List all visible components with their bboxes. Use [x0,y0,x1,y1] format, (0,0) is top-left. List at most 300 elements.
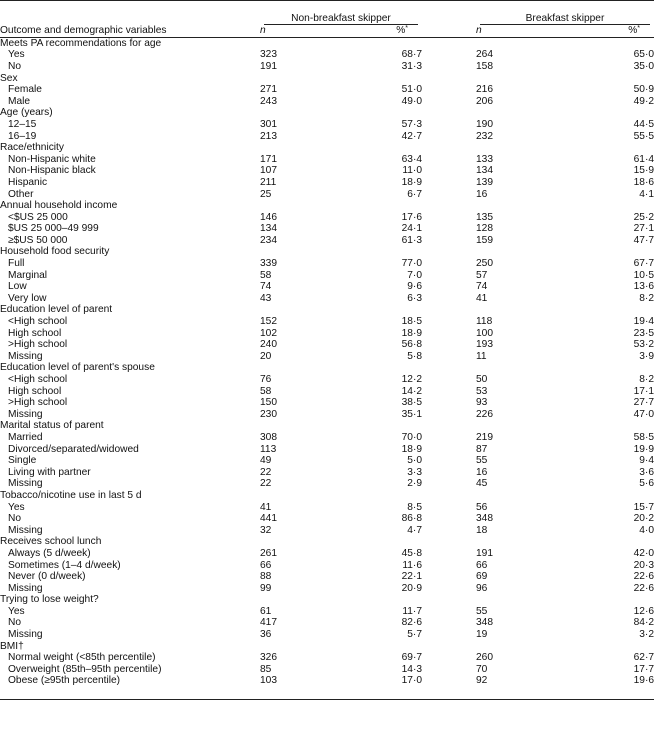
spacer-cell [422,664,476,676]
non-skipper-percent-cell: 18·9 [401,176,422,188]
spacer-cell [422,351,476,363]
skipper-percent-cell: 58·5 [633,431,654,443]
row-label: Missing [8,524,43,536]
skipper-percent-cell: 62·7 [633,652,654,664]
table-row [0,61,654,73]
row-label: Male [8,95,31,107]
section-header-row [0,200,654,212]
section-header-row [0,362,654,374]
non-skipper-percent-cell: 18·9 [401,327,422,339]
row-label: Single [8,455,37,467]
spacer-cell [422,189,476,201]
column-header-n: n [476,25,541,37]
row-label: Missing [8,350,43,362]
spacer-cell [422,293,476,305]
non-skipper-percent-cell: 14·3 [401,663,422,675]
spacer-cell [422,235,476,247]
table-row [0,583,654,595]
skipper-n-cell: 19 [476,629,488,641]
non-skipper-n-cell: 211 [260,176,277,188]
table-row [0,513,654,525]
non-skipper-n-cell: 99 [260,582,272,594]
non-skipper-percent-cell: 2·9 [407,478,422,490]
skipper-percent-cell: 12·6 [633,605,654,617]
row-label: High school [8,327,62,339]
non-skipper-n-cell: 230 [260,408,277,420]
non-skipper-n-cell: 41 [260,501,272,513]
row-label: Full [8,258,25,270]
row-label: <High school [8,374,68,385]
row-label: Non-Hispanic black [8,165,96,177]
row-label: Missing [8,478,43,490]
section-header-row [0,641,654,653]
skipper-percent-cell: 42·0 [633,547,654,559]
non-skipper-n-cell: 107 [260,165,277,177]
skipper-n-cell: 100 [476,327,493,339]
row-label: 12–15 [8,118,37,130]
skipper-n-cell: 264 [476,49,493,61]
non-skipper-percent-cell: 57·3 [401,118,422,130]
non-skipper-n-cell: 301 [260,118,277,130]
spacer-cell [422,49,476,61]
row-label: Sometimes (1–4 d/week) [8,559,121,571]
section-title: Education level of parent's spouse [0,362,155,374]
spacer-cell [422,223,476,235]
row-label: No [8,60,22,72]
non-skipper-percent-cell: 51·0 [401,84,422,96]
skipper-n-cell: 260 [476,652,493,664]
skipper-n-cell: 92 [476,675,488,687]
row-label: Low [8,281,27,293]
non-skipper-n-cell: 61 [260,605,272,617]
section-title: Annual household income [0,200,118,212]
spacer-cell [422,455,476,467]
skipper-n-cell: 56 [476,501,488,513]
skipper-percent-cell: 15·9 [633,165,654,177]
table-row [0,525,654,537]
row-label: No [8,617,22,629]
spacer-cell [422,281,476,293]
table-row [0,374,654,386]
non-skipper-n-cell: 308 [260,431,277,443]
table-row [0,617,654,629]
skipper-n-cell: 193 [476,339,493,351]
table-row [0,223,654,235]
row-label: 16–19 [8,130,37,142]
spacer-cell [422,339,476,351]
non-skipper-n-cell: 323 [260,49,277,61]
section-header-row [0,304,654,316]
skipper-n-cell: 206 [476,95,493,107]
spacer-cell [422,467,476,479]
column-header-percent: %* [320,25,422,37]
non-skipper-n-cell: 88 [260,571,272,583]
section-header-row [0,246,654,258]
table-row [0,629,654,641]
section-header-row [0,420,654,432]
spacer-cell [422,444,476,456]
non-skipper-percent-cell: 7·0 [407,269,422,281]
skipper-n-cell: 74 [476,281,488,293]
non-skipper-n-cell: 171 [260,153,277,165]
table-row [0,606,654,618]
row-label: Overweight (85th–95th percentile) [8,663,162,675]
non-skipper-percent-cell: 12·2 [401,374,422,385]
spacer-cell [422,96,476,108]
skipper-percent-cell: 13·6 [633,281,654,293]
spacer-cell [422,513,476,525]
table-row [0,131,654,143]
non-skipper-n-cell: 32 [260,524,272,536]
skipper-n-cell: 57 [476,269,488,281]
table-row [0,212,654,224]
table-row [0,189,654,201]
group-header-row [0,13,654,26]
spacer-cell [422,165,476,177]
non-skipper-n-cell: 36 [260,629,272,641]
non-skipper-n-cell: 271 [260,84,277,96]
skipper-n-cell: 232 [476,130,493,142]
skipper-percent-cell: 4·1 [639,188,654,200]
section-title: Meets PA recommendations for age [0,37,162,49]
non-skipper-n-cell: 58 [260,269,272,281]
table-row [0,664,654,676]
row-label: Married [8,431,43,443]
non-skipper-percent-cell: 5·8 [407,350,422,362]
spacer-cell [422,617,476,629]
skipper-n-cell: 41 [476,292,488,304]
table-row [0,560,654,572]
row-label: Divorced/separated/widowed [8,443,139,455]
table-row [0,258,654,270]
non-skipper-percent-cell: 11·6 [402,559,422,571]
skipper-percent-cell: 9·4 [639,455,654,467]
skipper-percent-cell: 23·5 [633,327,654,339]
non-skipper-n-cell: 113 [260,443,277,455]
skipper-percent-cell: 84·2 [633,617,654,629]
non-skipper-percent-cell: 18·9 [401,443,422,455]
skipper-percent-cell: 4·0 [639,524,654,536]
non-skipper-percent-cell: 3·3 [407,466,422,478]
non-skipper-n-cell: 152 [260,316,277,328]
non-skipper-percent-cell: 31·3 [401,60,422,72]
non-skipper-n-cell: 417 [260,617,277,629]
skipper-n-cell: 66 [476,559,488,571]
column-header-variables: Outcome and demographic variables [0,25,260,37]
section-header-row [0,536,654,548]
non-skipper-n-cell: 49 [260,455,272,467]
non-skipper-percent-cell: 42·7 [401,130,422,142]
non-skipper-percent-cell: 17·0 [401,675,422,687]
spacer-cell [422,328,476,340]
row-label: Never (0 d/week) [8,571,86,583]
non-skipper-percent-cell: 8·5 [407,501,422,513]
non-skipper-percent-cell: 63·4 [401,153,422,165]
skipper-n-cell: 118 [476,316,493,328]
skipper-percent-cell: 10·5 [633,269,654,281]
non-skipper-n-cell: 58 [260,385,272,397]
spacer-cell [422,61,476,73]
skipper-percent-cell: 27·7 [633,397,654,409]
bottom-rule [0,687,654,699]
skipper-percent-cell: 65·0 [633,49,654,61]
row-label: Missing [8,582,43,594]
skipper-percent-cell: 20·2 [633,513,654,525]
section-header-row [0,37,654,49]
non-skipper-percent-cell: 9·6 [407,281,422,293]
table-row [0,119,654,131]
non-skipper-percent-cell: 49·0 [401,95,422,107]
group-header-breakfast-skipper: Breakfast skipper [476,13,654,26]
section-header-row [0,107,654,119]
skipper-percent-cell: 25·2 [633,211,654,223]
section-title: Receives school lunch [0,536,102,548]
skipper-percent-cell: 27·1 [633,223,654,235]
non-skipper-n-cell: 22 [260,466,272,478]
section-title: Marital status of parent [0,420,104,432]
section-title: Trying to lose weight? [0,594,99,606]
non-skipper-percent-cell: 4·7 [407,524,422,536]
skipper-n-cell: 16 [476,466,488,478]
skipper-percent-cell: 35·0 [633,60,654,72]
skipper-percent-cell: 17·1 [633,385,654,397]
row-label: Non-Hispanic white [8,153,96,165]
section-title: Age (years) [0,107,53,119]
row-label: <$US 25 000 [8,211,68,223]
table-row [0,339,654,351]
section-title: BMI† [0,640,24,652]
skipper-percent-cell: 49·2 [633,95,654,107]
row-label: >High school [8,397,68,409]
row-label: >High school [8,339,68,351]
non-skipper-percent-cell: 38·5 [401,397,422,409]
spacer-cell [422,548,476,560]
skipper-n-cell: 45 [476,478,488,490]
skipper-percent-cell: 8·2 [639,374,654,385]
skipper-n-cell: 134 [476,165,493,177]
skipper-percent-cell: 22·6 [633,582,654,594]
table-row [0,548,654,560]
row-label: Missing [8,629,43,641]
table-row [0,293,654,305]
row-label: Missing [8,408,43,420]
table-row [0,165,654,177]
non-skipper-percent-cell: 17·6 [401,211,422,223]
section-title: Education level of parent [0,304,113,316]
skipper-percent-cell: 61·4 [633,153,654,165]
skipper-n-cell: 53 [476,385,488,397]
table-row [0,270,654,282]
non-skipper-percent-cell: 22·1 [401,571,422,583]
section-title: Race/ethnicity [0,142,64,154]
table-row [0,675,654,687]
spacer-cell [422,397,476,409]
skipper-n-cell: 191 [476,547,493,559]
non-skipper-n-cell: 134 [260,223,277,235]
non-skipper-n-cell: 43 [260,292,272,304]
spacer-cell [422,84,476,96]
table-row [0,432,654,444]
skipper-n-cell: 219 [476,431,493,443]
spacer-cell [422,154,476,166]
column-header-n: n [260,25,320,37]
skipper-percent-cell: 5·6 [639,478,654,490]
spacer-cell [422,258,476,270]
non-skipper-percent-cell: 18·5 [401,316,422,328]
row-label: No [8,513,22,525]
non-skipper-n-cell: 441 [260,513,277,525]
non-skipper-percent-cell: 77·0 [401,258,422,270]
table-row [0,96,654,108]
non-skipper-percent-cell: 70·0 [401,431,422,443]
skipper-percent-cell: 3·9 [639,350,654,362]
spacer-cell [422,675,476,687]
table-row [0,397,654,409]
table-row [0,444,654,456]
skipper-percent-cell: 50·9 [633,84,654,96]
table-row [0,571,654,583]
non-skipper-percent-cell: 11·0 [402,165,422,177]
section-title: Sex [0,72,18,84]
row-label: Marginal [8,269,48,281]
non-skipper-n-cell: 103 [260,675,277,687]
skipper-n-cell: 348 [476,617,493,629]
row-label: ≥$US 50 000 [8,234,68,246]
row-label: Yes [8,605,25,617]
spacer-cell [422,374,476,386]
skipper-n-cell: 70 [476,663,488,675]
non-skipper-n-cell: 243 [260,95,277,107]
skipper-n-cell: 139 [476,176,493,188]
skipper-n-cell: 158 [476,60,493,72]
non-skipper-n-cell: 150 [260,397,277,409]
skipper-n-cell: 16 [476,188,488,200]
row-label: High school [8,385,62,397]
non-skipper-n-cell: 20 [260,350,272,362]
spacer-cell [422,629,476,641]
table-row [0,154,654,166]
skipper-n-cell: 11 [476,350,487,362]
skipper-n-cell: 69 [476,571,488,583]
skipper-percent-cell: 20·3 [633,559,654,571]
section-title: Tobacco/nicotine use in last 5 d [0,489,142,501]
row-label: Obese (≥95th percentile) [8,675,121,687]
skipper-n-cell: 96 [476,582,488,594]
non-skipper-percent-cell: 86·8 [401,513,422,525]
spacer-cell [422,119,476,131]
row-label: Hispanic [8,176,48,188]
spacer-cell [422,560,476,572]
non-skipper-percent-cell: 14·2 [401,385,422,397]
spacer-cell [422,409,476,421]
skipper-n-cell: 348 [476,513,493,525]
non-skipper-percent-cell: 82·6 [401,617,422,629]
table-row [0,84,654,96]
section-header-row [0,142,654,154]
row-label: Yes [8,501,25,513]
table-row [0,316,654,328]
section-header-row [0,594,654,606]
spacer-cell [422,270,476,282]
table-row [0,478,654,490]
non-skipper-percent-cell: 24·1 [401,223,422,235]
table-row [0,177,654,189]
row-label: Other [8,188,34,200]
row-label: Very low [8,292,47,304]
spacer-cell [422,571,476,583]
skipper-percent-cell: 19·9 [633,443,654,455]
skipper-percent-cell: 18·6 [633,176,654,188]
spacer-cell [422,386,476,398]
table-body [0,37,654,699]
non-skipper-percent-cell: 68·7 [401,49,422,61]
non-skipper-n-cell: 339 [260,258,277,270]
skipper-percent-cell: 15·7 [633,501,654,513]
spacer-cell [422,583,476,595]
skipper-n-cell: 55 [476,605,488,617]
section-title: Household food security [0,246,110,258]
column-header-percent: %* [541,25,654,37]
section-header-row [0,73,654,85]
non-skipper-n-cell: 326 [260,652,277,664]
row-label: Female [8,84,42,96]
skipper-n-cell: 250 [476,258,493,270]
skipper-n-cell: 190 [476,118,493,130]
spacer-cell [422,212,476,224]
non-skipper-n-cell: 146 [260,211,277,223]
non-skipper-n-cell: 74 [260,281,272,293]
skipper-percent-cell: 22·6 [633,571,654,583]
non-skipper-percent-cell: 69·7 [401,652,422,664]
row-label: Always (5 d/week) [8,547,91,559]
non-skipper-n-cell: 234 [260,234,277,246]
table-row [0,351,654,363]
spacer-cell [422,606,476,618]
table-row [0,235,654,247]
row-label: $US 25 000–49 999 [8,223,99,235]
table-row [0,386,654,398]
spacer-cell [422,478,476,490]
table-row [0,652,654,664]
spacer-cell [422,652,476,664]
table-row [0,409,654,421]
skipper-percent-cell: 55·5 [633,130,654,142]
skipper-n-cell: 226 [476,408,493,420]
non-skipper-percent-cell: 5·0 [407,455,422,467]
skipper-percent-cell: 47·7 [633,234,654,246]
skipper-percent-cell: 17·7 [633,663,654,675]
spacer-cell [422,316,476,328]
skipper-n-cell: 216 [476,84,493,96]
non-skipper-percent-cell: 61·3 [401,234,422,246]
section-header-row [0,490,654,502]
group-header-non-breakfast-skipper: Non-breakfast skipper [260,13,422,26]
non-skipper-percent-cell: 56·8 [401,339,422,351]
spacer-cell [422,131,476,143]
table-row [0,467,654,479]
non-skipper-n-cell: 25 [260,188,272,200]
row-label: <High school [8,316,68,328]
non-skipper-n-cell: 213 [260,130,277,142]
non-skipper-percent-cell: 35·1 [401,408,422,420]
row-label: Yes [8,49,25,61]
non-skipper-percent-cell: 11·7 [402,605,422,617]
skipper-n-cell: 93 [476,397,488,409]
skipper-percent-cell: 19·4 [633,316,654,328]
non-skipper-percent-cell: 6·7 [407,188,422,200]
skipper-n-cell: 18 [476,524,488,536]
skipper-n-cell: 135 [476,211,493,223]
